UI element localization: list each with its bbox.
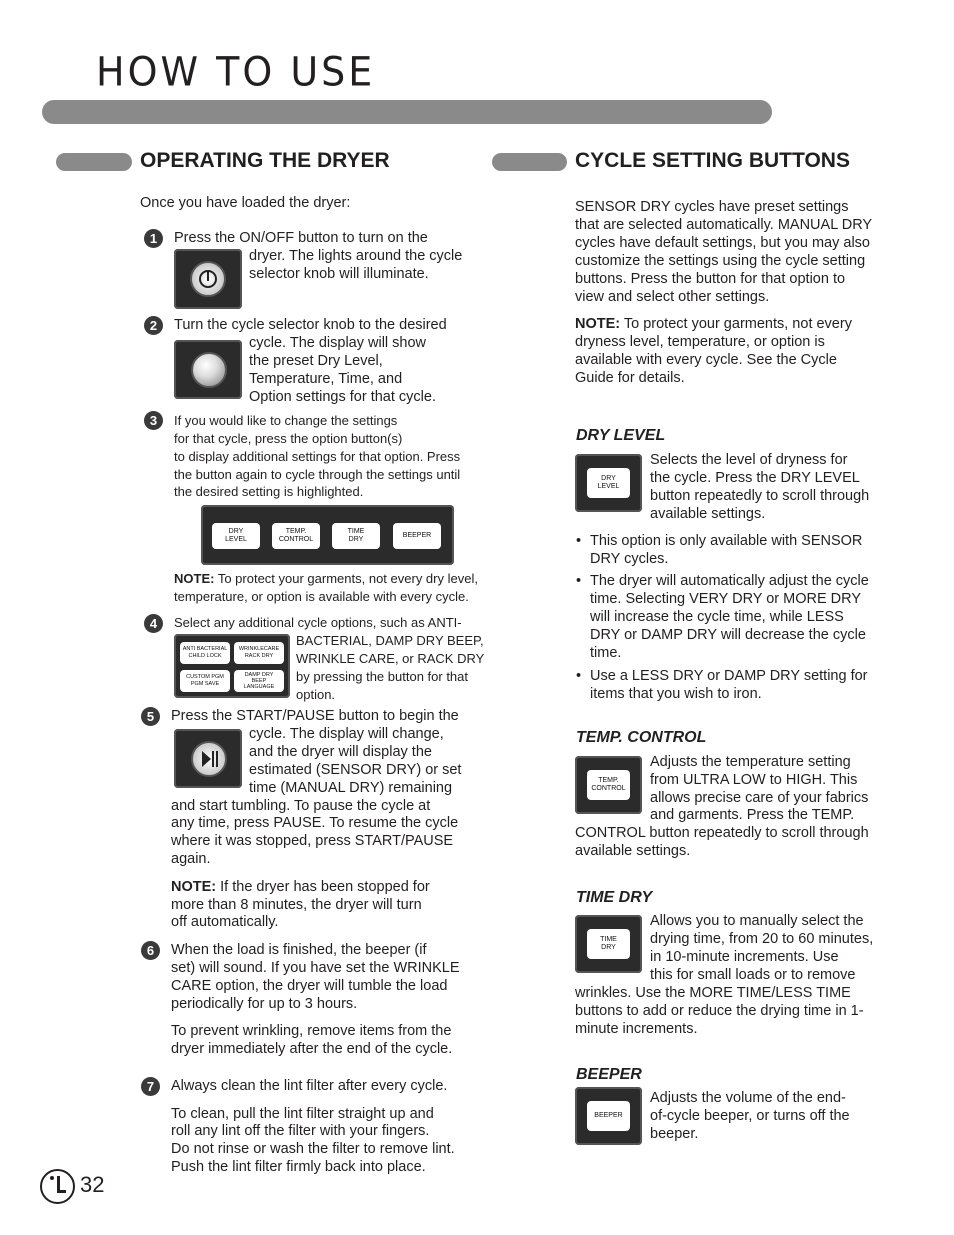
power-line-icon [207, 272, 209, 281]
mini-label: ANTI BACTERIAL [182, 646, 228, 652]
step-number: 1 [144, 229, 163, 248]
step6-line: When the load is finished, the beeper (if [171, 942, 427, 958]
mini-label: DRY [228, 528, 244, 535]
bullet-line: The dryer will automatically adjust the cycle [590, 573, 869, 589]
mini-label: PGM SAVE [190, 681, 220, 687]
time-dry-button-image [575, 915, 642, 973]
time-line: in 10-minute increments. Use [650, 949, 839, 965]
step7b-line: Do not rinse or wash the filter to remove lint. [171, 1141, 455, 1157]
section-heading-operating: OPERATING THE DRYER [140, 149, 390, 172]
bullet-line: time. Selecting VERY DRY or MORE DRY [590, 591, 862, 607]
temp-control-heading: TEMP. CONTROL [576, 729, 707, 746]
temp-line: from ULTRA LOW to HIGH. This [650, 772, 858, 788]
time-dry-button-face [587, 929, 630, 959]
dry-level-line: Selects the level of dryness for [650, 452, 848, 468]
dry-level-button-face [587, 468, 630, 498]
note5-line: more than 8 minutes, the dryer will turn [171, 897, 422, 913]
dry-level-line: available settings. [650, 506, 766, 522]
note5-line [171, 878, 430, 896]
note-label: NOTE: [575, 316, 621, 332]
step-number: 7 [141, 1077, 160, 1096]
mini-label: CONTROL [278, 536, 314, 543]
step3-line: the button again to cycle through the settings until [174, 467, 461, 482]
step4-line: Select any additional cycle options, such as ANTI- [174, 615, 462, 630]
note-label: NOTE: [171, 879, 217, 895]
intro-line: SENSOR DRY cycles have preset settings [575, 199, 849, 215]
note-line: dryness level, temperature, or option is [575, 334, 825, 350]
mini-label: DRY [601, 475, 616, 482]
beeper-button-face [587, 1101, 630, 1131]
step6b-line: dryer immediately after the end of the cycle. [171, 1041, 453, 1057]
beeper-line: Adjusts the volume of the end- [650, 1090, 846, 1106]
time-dry-mini-button [332, 523, 380, 549]
damp-dry-mini-button [234, 670, 284, 692]
temp-line: Adjusts the temperature setting [650, 754, 851, 770]
bullet-line: DRY or DAMP DRY will decrease the cycle [590, 627, 866, 643]
pause-bar-icon [216, 751, 218, 767]
mini-label: LANGUAGE [243, 684, 275, 690]
knob-image [174, 340, 242, 399]
note-text: To protect your garments, not every dry level, [214, 571, 478, 586]
mini-label: RACK DRY [244, 653, 274, 659]
step2-line: the preset Dry Level, [249, 353, 383, 369]
time-line: buttons to add or reduce the drying time in 1- [575, 1003, 864, 1019]
bullet-line: This option is only available with SENSOR [590, 533, 863, 549]
section-heading-cycle: CYCLE SETTING BUTTONS [575, 149, 850, 172]
step-number: 3 [144, 411, 163, 430]
anti-bacterial-mini-button [180, 642, 230, 664]
mini-label: WRINKLECARE [238, 646, 280, 652]
step1-line: selector knob will illuminate. [249, 266, 429, 282]
bullet-line: Use a LESS DRY or DAMP DRY setting for [590, 668, 868, 684]
step4-line: WRINKLE CARE, or RACK DRY [296, 651, 485, 666]
step5-line: and the dryer will display the [249, 744, 432, 760]
mini-label: BEEP [251, 678, 267, 684]
temp-line: allows precise care of your fabrics [650, 790, 869, 806]
intro-line: customize the settings using the cycle setting [575, 253, 866, 269]
power-icon [190, 261, 226, 297]
step5-line: time (MANUAL DRY) remaining [249, 780, 453, 796]
mini-label: BEEPER [594, 1112, 623, 1119]
time-line: minute increments. [575, 1021, 698, 1037]
option-buttons-panel [201, 505, 454, 565]
step3-line: If you would like to change the settings [174, 413, 398, 428]
section-pill [56, 153, 132, 171]
bullet-dot: • [576, 533, 582, 549]
intro-line: that are selected automatically. MANUAL DRY [575, 217, 873, 233]
custom-pgm-mini-button [180, 670, 230, 692]
beeper-line: beeper. [650, 1126, 699, 1142]
intro-line: cycles have default settings, but you may also [575, 235, 870, 251]
step2-line: cycle. The display will show [249, 335, 427, 351]
mini-label: CONTROL [591, 785, 626, 792]
power-button-image [174, 249, 242, 309]
intro-line: view and select other settings. [575, 289, 770, 305]
mini-label: DAMP DRY [244, 672, 274, 678]
mini-label: TIME [347, 528, 365, 535]
step6-line: set) will sound. If you have set the WRINKLE [171, 960, 460, 976]
lg-logo-icon [40, 1169, 75, 1204]
step5-line: where it was stopped, press START/PAUSE [171, 833, 454, 849]
step3-line: to display additional settings for that option. Press [174, 449, 461, 464]
selector-knob-icon [191, 352, 227, 388]
bullet-line: will increase the cycle time, while LESS [590, 609, 844, 625]
note3-line: temperature, or option is available with every cycle. [174, 589, 469, 604]
step5-line: any time, press PAUSE. To resume the cycle [171, 815, 459, 831]
play-icon [202, 751, 211, 767]
page-title: HOW TO USE [96, 48, 376, 96]
step5-line: estimated (SENSOR DRY) or set [249, 762, 462, 778]
step-number: 4 [144, 614, 163, 633]
page-number: 32 [80, 1172, 105, 1197]
intro-line: buttons. Press the button for that option to [575, 271, 846, 287]
temp-line: CONTROL button repeatedly to scroll through [575, 825, 869, 841]
mini-label: BEEPER [402, 532, 432, 539]
step7b-line: Push the lint filter firmly back into place. [171, 1159, 426, 1175]
beeper-heading: BEEPER [576, 1066, 642, 1083]
step3-line: the desired setting is highlighted. [174, 484, 364, 499]
dry-level-line: button repeatedly to scroll through [650, 488, 870, 504]
note-line [575, 315, 852, 333]
mini-label: LEVEL [225, 536, 247, 543]
step5-line: and start tumbling. To pause the cycle at [171, 798, 431, 814]
mini-label: TIME [600, 936, 617, 943]
step3-line: for that cycle, press the option button(s) [174, 431, 403, 446]
mini-label: TEMP. [598, 777, 619, 784]
time-line: Allows you to manually select the [650, 913, 864, 929]
bullet-dot: • [576, 668, 582, 684]
step5-line: again. [171, 851, 211, 867]
beeper-button-image [575, 1087, 642, 1145]
temp-control-button-face [587, 770, 630, 800]
bullet-line: DRY cycles. [590, 551, 669, 567]
step2-line: Turn the cycle selector knob to the desired [174, 317, 447, 333]
play-pause-icon [191, 741, 227, 777]
intro-text: Once you have loaded the dryer: [140, 195, 351, 211]
mini-label: TEMP. [285, 528, 307, 535]
beeper-line: of-cycle beeper, or turns off the [650, 1108, 850, 1124]
step-number: 6 [141, 941, 160, 960]
mini-label: CUSTOM PGM [186, 674, 224, 680]
pause-bar-icon [212, 751, 214, 767]
bullet-line: items that you wish to iron. [590, 686, 762, 702]
step6b-line: To prevent wrinkling, remove items from the [171, 1023, 452, 1039]
time-line: drying time, from 20 to 60 minutes, [650, 931, 874, 947]
step2-line: Option settings for that cycle. [249, 389, 436, 405]
note-text: If the dryer has been stopped for [216, 879, 430, 895]
dry-level-line: the cycle. Press the DRY LEVEL [650, 470, 860, 486]
step4-line: by pressing the button for that [296, 669, 468, 684]
step6-line: periodically for up to 3 hours. [171, 996, 358, 1012]
step1-line: Press the ON/OFF button to turn on the [174, 230, 428, 246]
time-line: wrinkles. Use the MORE TIME/LESS TIME [575, 985, 851, 1001]
temp-control-mini-button [272, 523, 320, 549]
logo-l-horizontal [57, 1190, 66, 1193]
step1-line: dryer. The lights around the cycle [249, 248, 463, 264]
step7b-line: To clean, pull the lint filter straight up and [171, 1106, 434, 1122]
note-line: available with every cycle. See the Cycle [575, 352, 837, 368]
options-panel-image [174, 634, 290, 698]
dry-level-mini-button [212, 523, 260, 549]
time-line: this for small loads or to remove [650, 967, 856, 983]
beeper-mini-button [393, 523, 441, 549]
mini-label: DRY [348, 536, 364, 543]
note3-line [174, 570, 478, 588]
mini-label: DRY [601, 944, 616, 951]
dry-level-heading: DRY LEVEL [576, 427, 666, 444]
mini-label: LEVEL [597, 483, 620, 490]
step6-line: CARE option, the dryer will tumble the load [171, 978, 448, 994]
step7b-line: roll any lint off the filter with your fingers. [171, 1123, 430, 1139]
step5-line: Press the START/PAUSE button to begin the [171, 708, 459, 724]
temp-control-button-image [575, 756, 642, 814]
logo-dot [50, 1176, 54, 1180]
step4-line: BACTERIAL, DAMP DRY BEEP, [296, 633, 484, 648]
note-label: NOTE: [174, 571, 215, 586]
temp-line: available settings. [575, 843, 691, 859]
step5-line: cycle. The display will change, [249, 726, 444, 742]
step4-line: option. [296, 687, 336, 702]
step-number: 2 [144, 316, 163, 335]
dry-level-button-image [575, 454, 642, 512]
temp-line: and garments. Press the TEMP. [650, 807, 855, 823]
note-text: To protect your garments, not every [620, 316, 852, 332]
start-pause-image [174, 729, 242, 788]
step-number: 5 [141, 707, 160, 726]
wrinkle-care-mini-button [234, 642, 284, 664]
note5-line: off automatically. [171, 914, 279, 930]
section-pill [492, 153, 567, 171]
time-dry-heading: TIME DRY [576, 889, 653, 906]
title-bar [42, 100, 772, 124]
step2-line: Temperature, Time, and [249, 371, 403, 387]
note-line: Guide for details. [575, 370, 685, 386]
bullet-line: time. [590, 645, 622, 661]
mini-label: CHILD LOCK [188, 653, 222, 659]
step7-line: Always clean the lint filter after every cycle. [171, 1078, 448, 1094]
bullet-dot: • [576, 573, 582, 589]
